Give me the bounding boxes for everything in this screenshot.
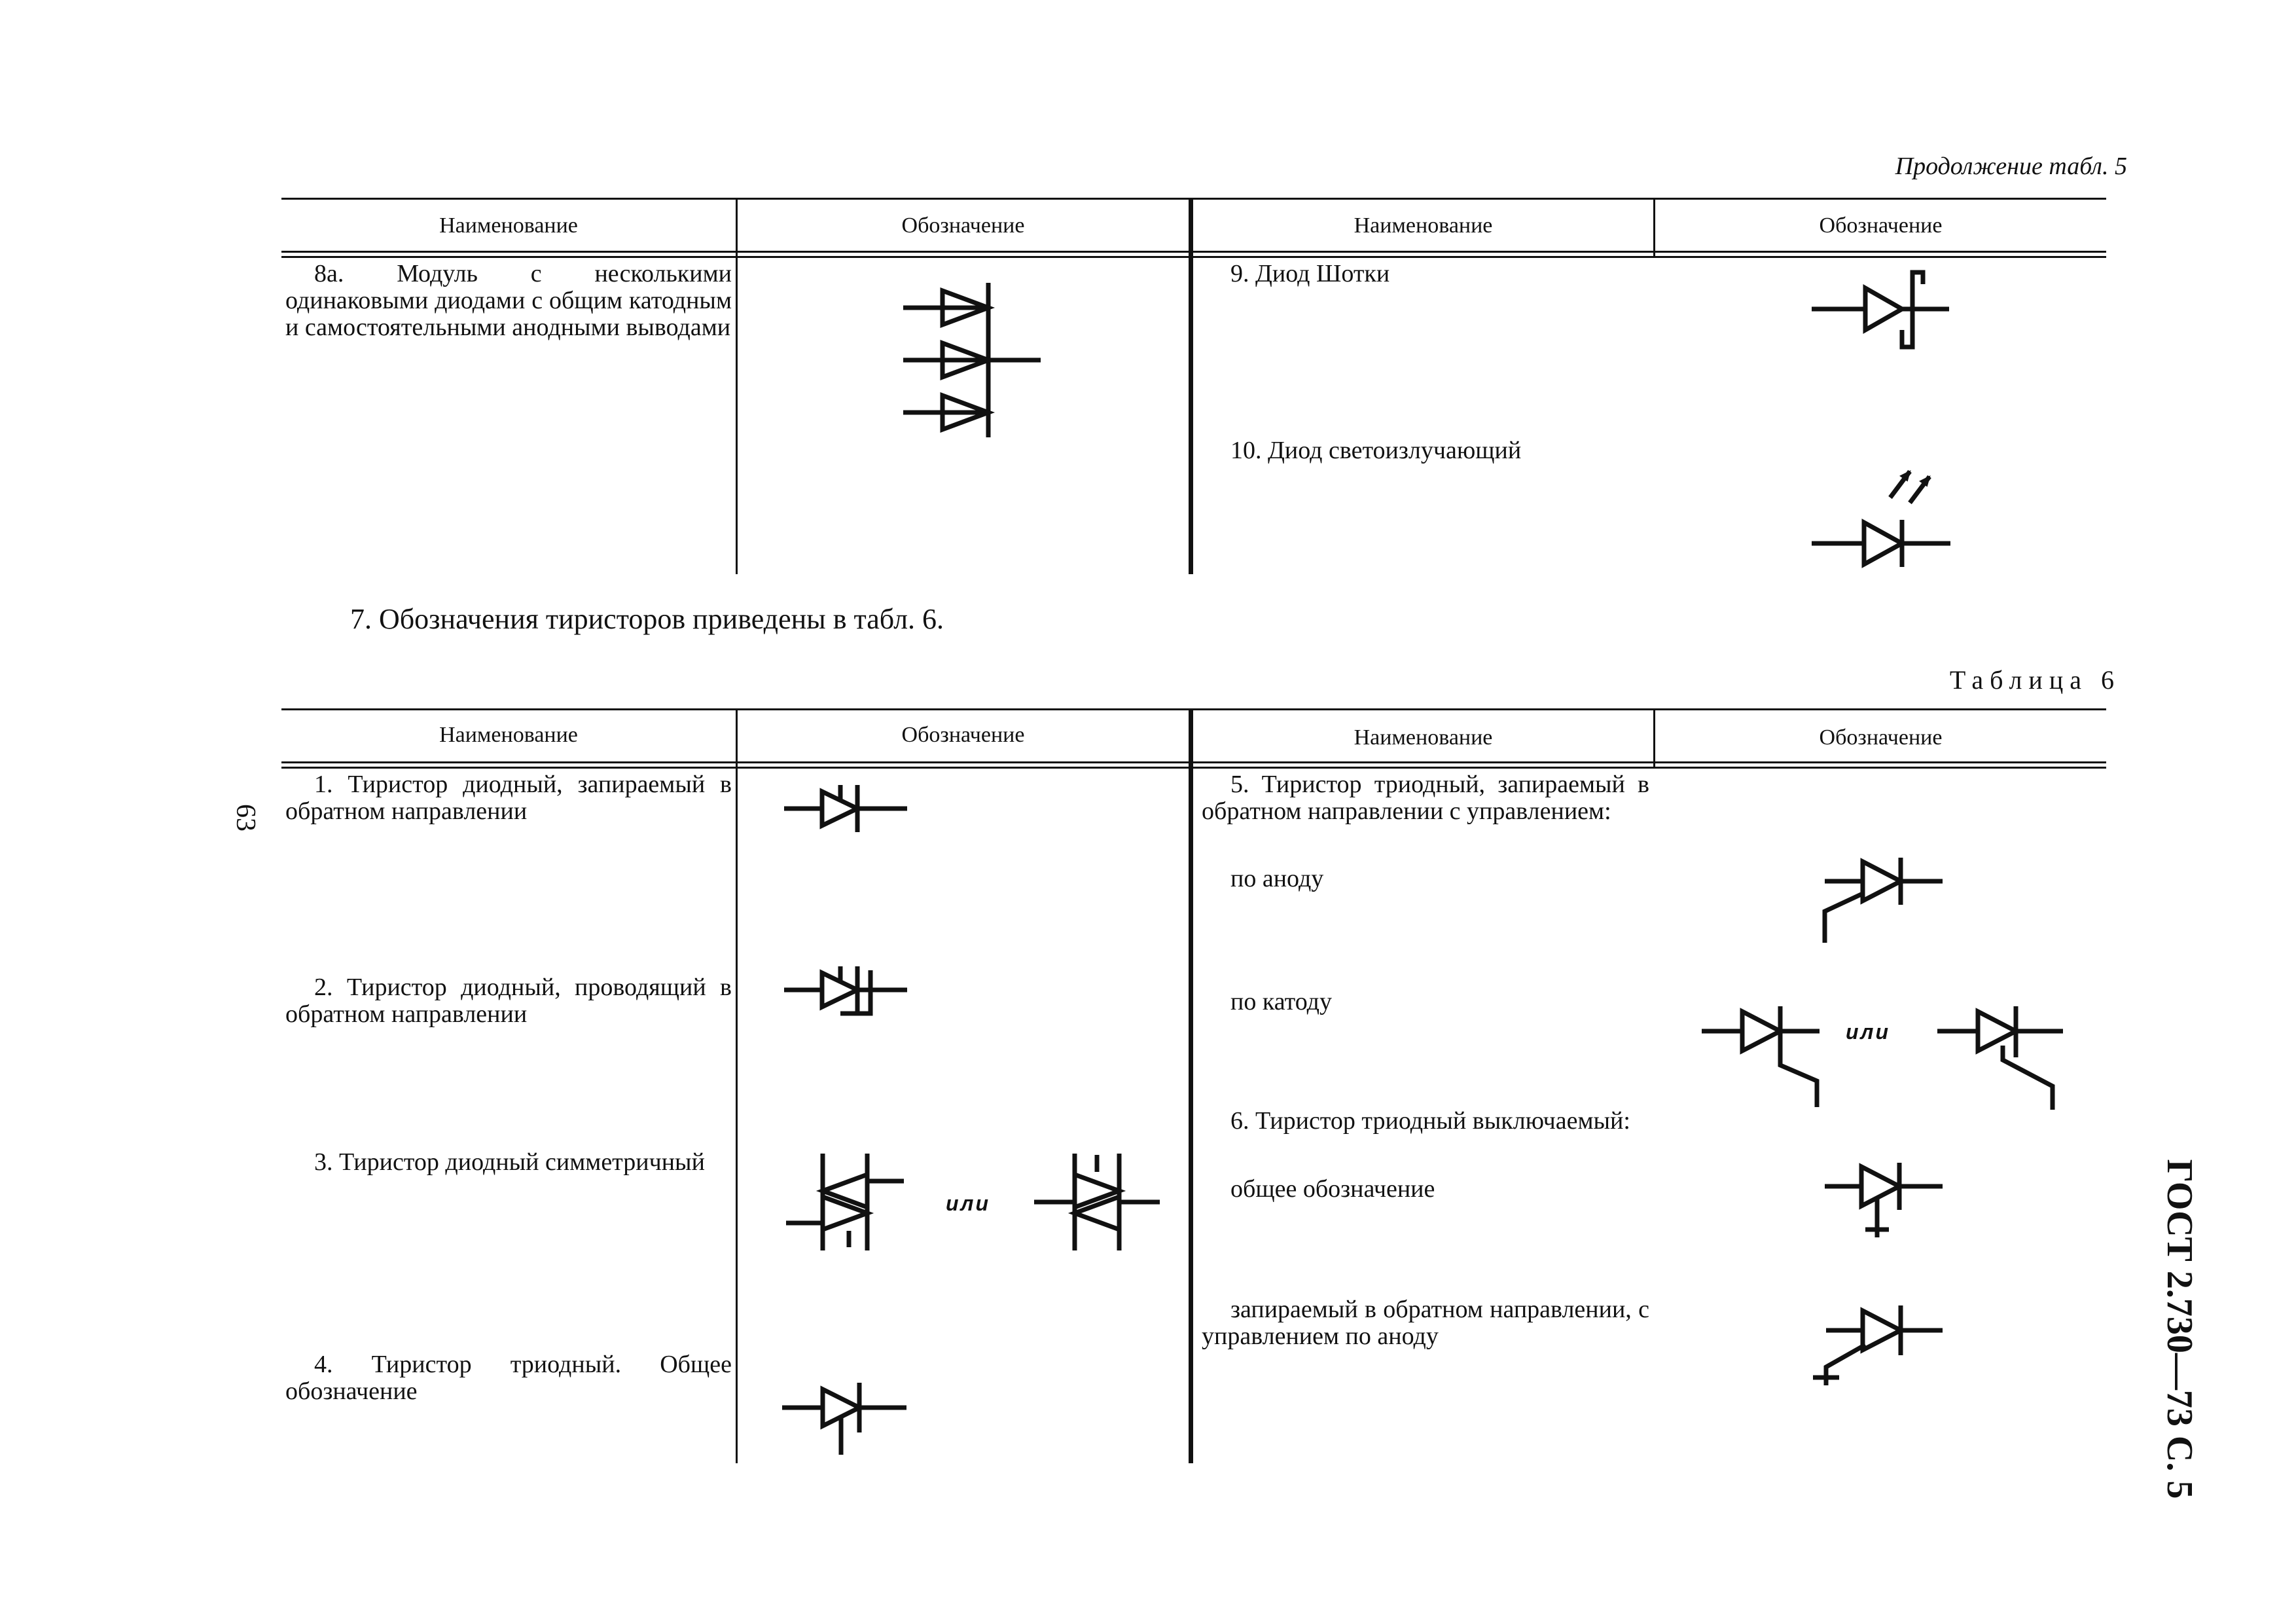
table6-row-5-or: или	[1846, 1020, 1890, 1044]
led-icon	[1812, 445, 1956, 576]
continuation-caption: Продолжение табл. 5	[1895, 153, 2127, 180]
table6-row-6-anode-gate-name: запираемый в обратном направлении, с управлением по аноду	[1202, 1296, 1649, 1350]
table5-header-name-left: Наименование	[439, 213, 578, 238]
table6-col-divider-left	[736, 708, 738, 1463]
table6-row-5-cathode-name: по катоду	[1230, 988, 1332, 1015]
table6-row-6-name: 6. Тиристор триодный выключаемый:	[1230, 1107, 1630, 1135]
table6-top-rule	[281, 708, 2106, 710]
paragraph-7: 7. Обозначения тиристоров приведены в табл. 6.	[350, 603, 944, 635]
table6-row-5-anode-name: по аноду	[1230, 865, 1324, 892]
table5-header-rule-2	[281, 256, 2106, 258]
table5-col-divider-left	[736, 198, 738, 574]
diode-module-common-cathode-icon	[897, 282, 1041, 439]
table6-header-rule-2	[281, 767, 2106, 769]
table6-header-name-left: Наименование	[439, 723, 578, 747]
thyristor-anode-gate-icon	[1812, 845, 1949, 949]
table5-row-10-name: 10. Диод светоизлучающий	[1230, 437, 1522, 464]
table5-header-symbol-left: Обозначение	[901, 213, 1025, 238]
table5-center-divider	[1189, 198, 1193, 574]
table6-header-symbol-right: Обозначение	[1819, 725, 1943, 750]
symmetric-diode-thyristor-alt-icon	[1034, 1152, 1165, 1257]
page-number: 63	[230, 804, 260, 831]
schottky-diode-icon	[1812, 268, 1956, 354]
table5-row-8a-name: 8а. Модуль с несколькими одинаковыми диодами с общим катодным и самостоятельными анодными выводами	[285, 260, 732, 341]
diode-thyristor-reverse-blocking-icon	[784, 782, 915, 841]
table5-header-symbol-right: Обозначение	[1819, 213, 1943, 238]
table6-row-5-name: 5. Тиристор триодный, запираемый в обратном направлении с управлением:	[1202, 771, 1649, 825]
table6-header-rule	[281, 761, 2106, 763]
table6-row-6-general-name: общее обозначение	[1230, 1175, 1435, 1203]
table6-header-name-right: Наименование	[1354, 725, 1493, 750]
turn-off-thyristor-icon	[1812, 1152, 1949, 1244]
thyristor-cathode-gate-alt-icon	[1937, 998, 2081, 1116]
triode-thyristor-icon	[782, 1375, 913, 1460]
turn-off-thyristor-anode-gate-icon	[1800, 1296, 1950, 1395]
table5-row-9-name: 9. Диод Шотки	[1230, 260, 1390, 287]
thyristor-cathode-gate-icon	[1702, 998, 1846, 1116]
table6-header-symbol-left: Обозначение	[901, 723, 1025, 747]
table6-row-1-name: 1. Тиристор диодный, запираемый в обратном направлении	[285, 771, 732, 825]
document-side-label: ГОСТ 2.730—73 С. 5	[2159, 1159, 2200, 1499]
table6-center-divider	[1189, 708, 1193, 1463]
table6-row-4-name: 4. Тиристор триодный. Общее обозначение	[285, 1351, 732, 1405]
diode-thyristor-reverse-conducting-icon	[784, 964, 915, 1029]
table5-header-rule	[281, 251, 2106, 253]
table6-row-3-name: 3. Тиристор диодный симметричный	[314, 1148, 705, 1176]
table6-row-3-or: или	[946, 1192, 990, 1215]
table5-header-name-right: Наименование	[1354, 213, 1493, 238]
symmetric-diode-thyristor-icon	[782, 1152, 913, 1257]
table5-top-rule	[281, 198, 2106, 200]
table6-caption: Таблица 6	[1949, 665, 2121, 695]
table6-row-2-name: 2. Тиристор диодный, проводящий в обратном направлении	[285, 974, 732, 1028]
